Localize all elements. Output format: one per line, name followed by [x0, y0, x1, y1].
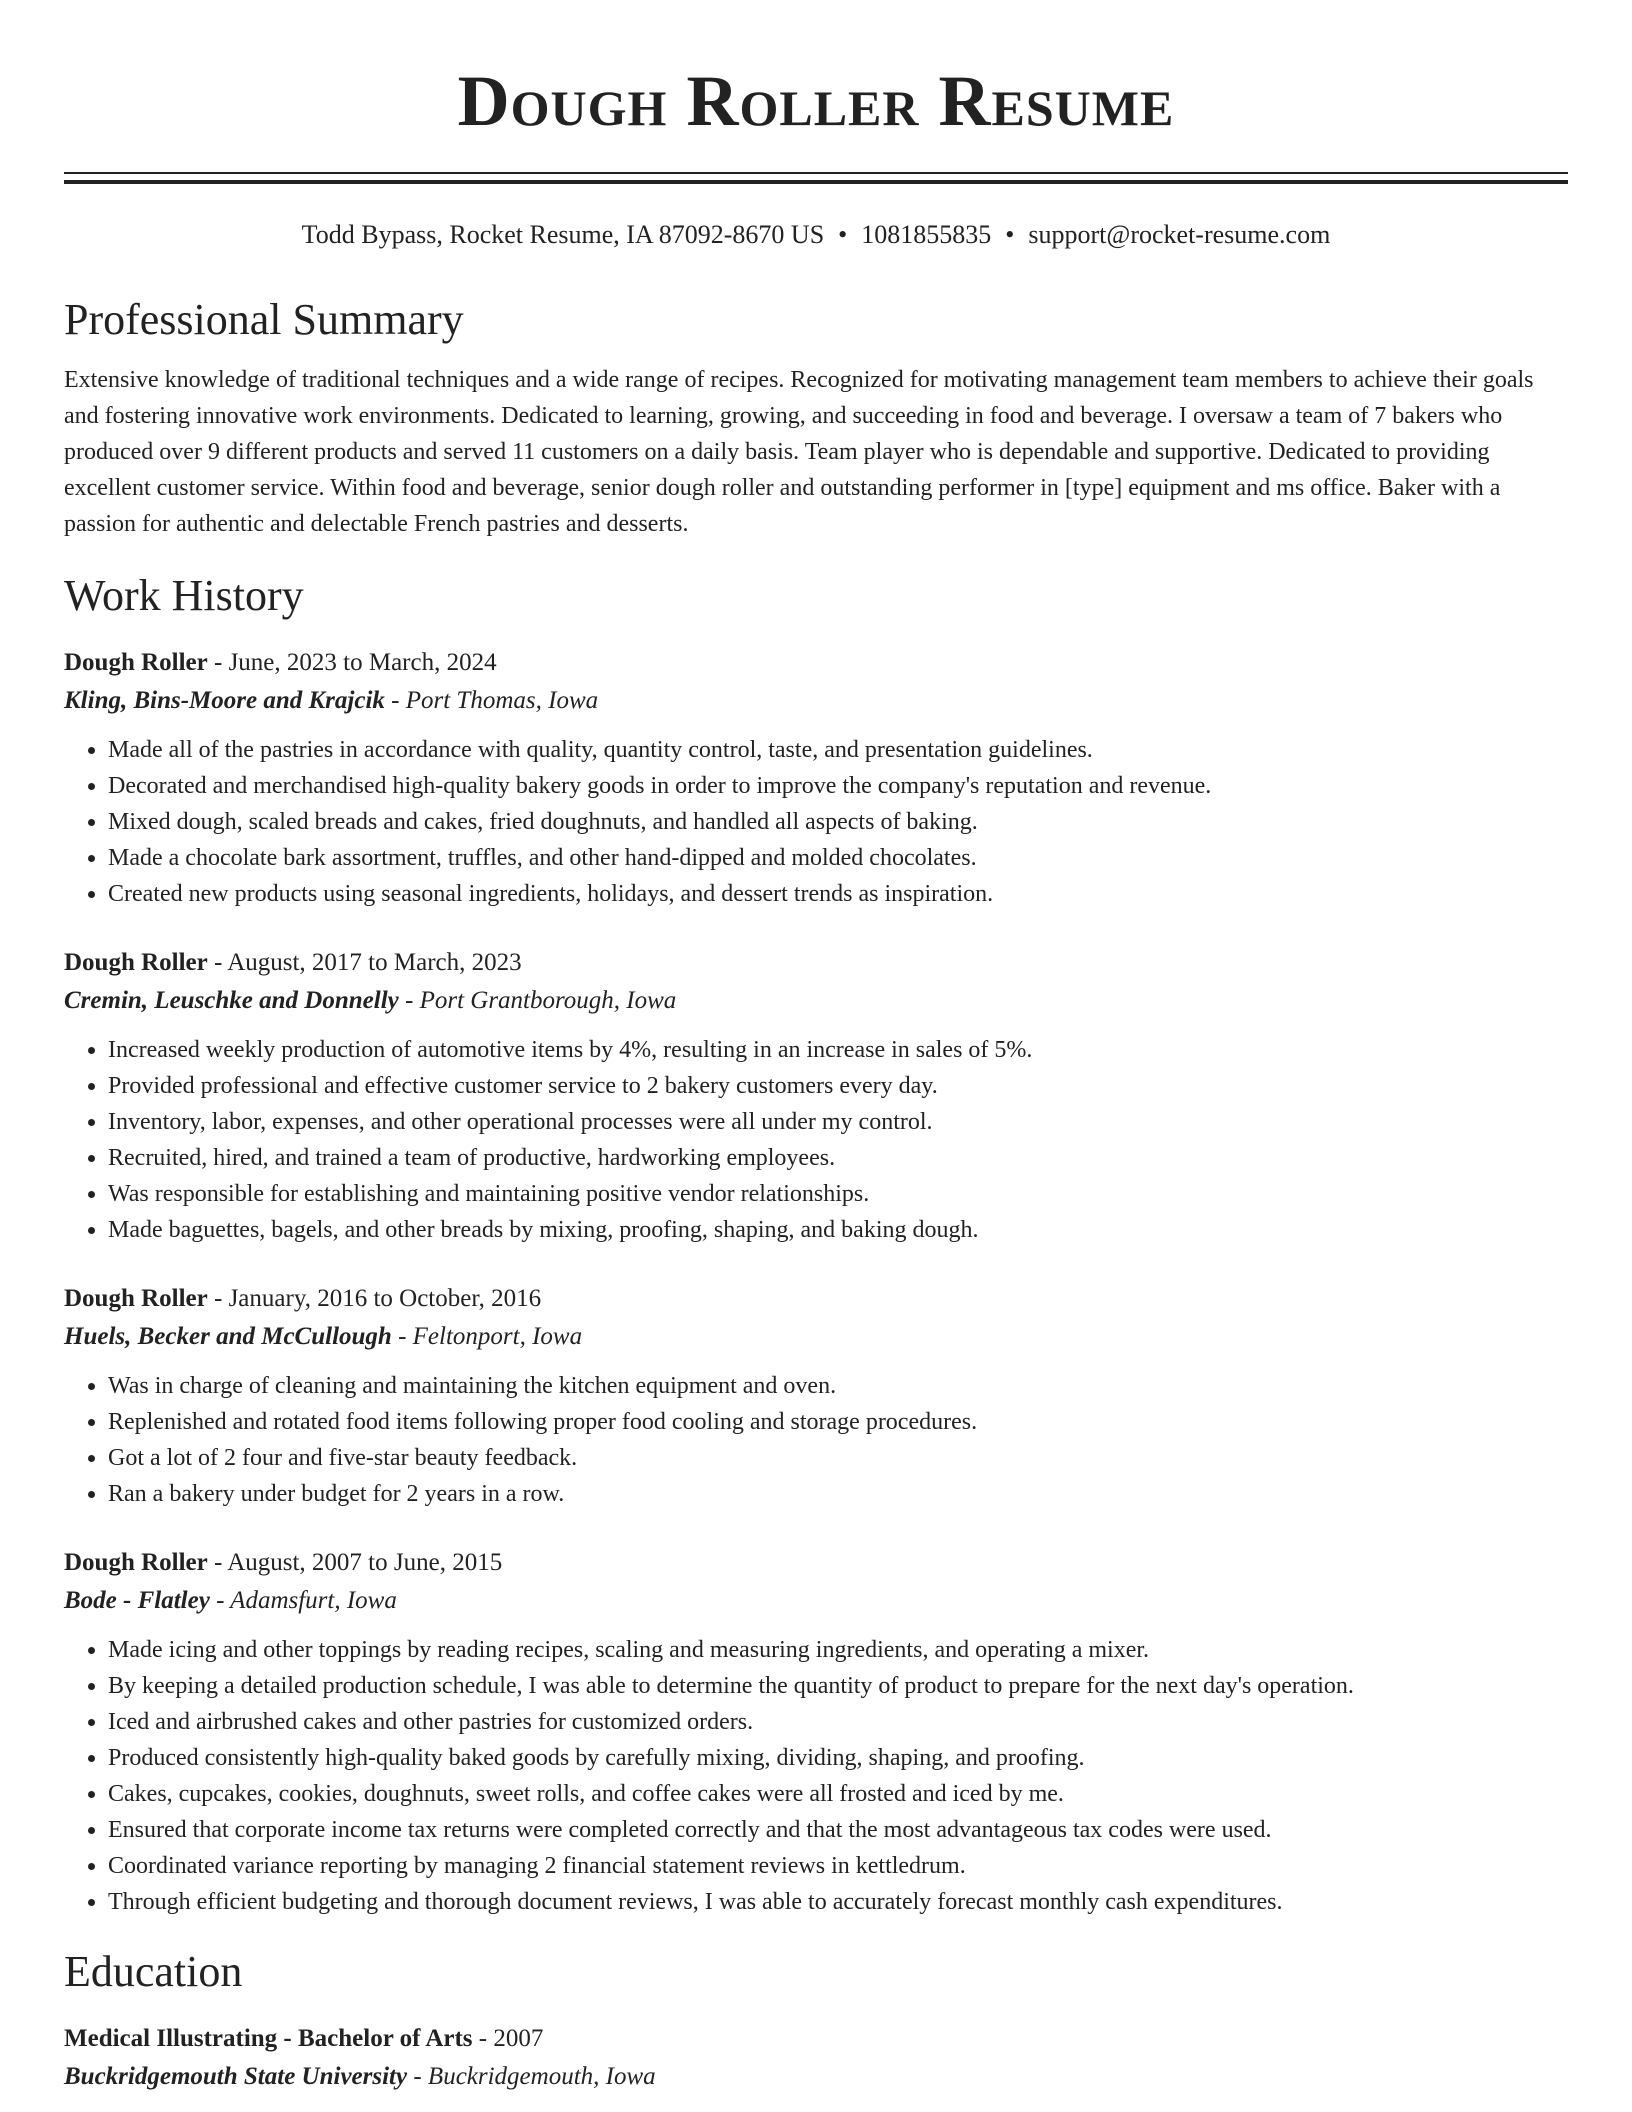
- job-bullet: • Mixed dough, scaled breads and cakes, fried doughnuts, and handled all aspects of baking.: [108, 804, 1568, 840]
- job-bullet: • Ran a bakery under budget for 2 years in a row.: [108, 1476, 1568, 1512]
- company-line: [64, 982, 1568, 1020]
- job-bullet: • Made icing and other toppings by reading recipes, scaling and measuring ingredients, and operating a mixer.: [108, 1632, 1568, 1668]
- resume-title: Dough Roller Resume: [457, 61, 1175, 141]
- job-title: Dough Roller: [64, 1285, 208, 1312]
- title-rule-thin: [64, 172, 1568, 174]
- job-title: Dough Roller: [64, 649, 208, 676]
- company-line: [64, 1582, 1568, 1620]
- job-bullet: • Replenished and rotated food items following proper food cooling and storage procedures.: [108, 1404, 1568, 1440]
- job-bullet: • By keeping a detailed production schedule, I was able to determine the quantity of product to prepare for the next day's operation.: [108, 1668, 1568, 1704]
- job-title: Dough Roller: [64, 1549, 208, 1576]
- job-bullet: • Inventory, labor, expenses, and other operational processes were all under my control.: [108, 1104, 1568, 1140]
- job-bullet: • Cakes, cupcakes, cookies, doughnuts, sweet rolls, and coffee cakes were all frosted and iced by me.: [108, 1776, 1568, 1812]
- summary-text: Extensive knowledge of traditional techniques and a wide range of recipes. Recognized for motivating management team members to achieve their goals and fostering innovative work environments. Dedicated to learning, growing, and succeeding in food and beverage. I oversaw a team of 7 bakers who produced over 9 different products and served 11 customers on a daily basis. Team player who is dependable and supportive. Dedicated to providing excellent customer service. Within food and beverage, senior dough roller and outstanding performer in [type] equipment and ms office. Baker with a passion for authentic and delectable French pastries and desserts.: [64, 367, 1534, 537]
- job-entry: [64, 1544, 1568, 1920]
- job-bullets: [64, 1368, 1568, 1512]
- job-bullet: • Was in charge of cleaning and maintaining the kitchen equipment and oven.: [108, 1368, 1568, 1404]
- work-history-heading: Work History: [64, 571, 304, 620]
- job-title-line: [64, 944, 1568, 982]
- title-rule-thick: [64, 180, 1568, 184]
- job-bullets: [64, 1032, 1568, 1248]
- job-bullet: • Through efficient budgeting and thorough document reviews, I was able to accurately forecast monthly cash expenditures.: [108, 1884, 1568, 1920]
- school-name: Buckridgemouth State University: [64, 2063, 408, 2090]
- resume-page: [64, 0, 1568, 2096]
- job-bullet: • Got a lot of 2 four and five-star beauty feedback.: [108, 1440, 1568, 1476]
- job-bullet: • Increased weekly production of automotive items by 4%, resulting in an increase in sales of 5%.: [108, 1032, 1568, 1068]
- job-bullet: • Made baguettes, bagels, and other breads by mixing, proofing, shaping, and baking dough.: [108, 1212, 1568, 1248]
- company-line: [64, 682, 1568, 720]
- job-bullet: • Coordinated variance reporting by managing 2 financial statement reviews in kettledrum.: [108, 1848, 1568, 1884]
- job-bullet: • Iced and airbrushed cakes and other pastries for customized orders.: [108, 1704, 1568, 1740]
- job-dates: - August, 2017 to March, 2023: [207, 949, 522, 976]
- summary-heading: Professional Summary: [64, 295, 464, 344]
- job-entry: [64, 1280, 1568, 1512]
- degree-line: [64, 2020, 1568, 2058]
- job-entry: [64, 644, 1568, 912]
- company-name: Kling, Bins-Moore and Krajcik: [64, 687, 385, 714]
- job-bullet: • Ensured that corporate income tax returns were completed correctly and that the most advantageous tax codes were used.: [108, 1812, 1568, 1848]
- degree-year: - 2007: [472, 2025, 544, 2052]
- job-bullet: • Created new products using seasonal ingredients, holidays, and dessert trends as inspiration.: [108, 876, 1568, 912]
- company-location: - Feltonport, Iowa: [391, 1323, 583, 1350]
- job-bullets: [64, 1632, 1568, 1920]
- job-entry: [64, 944, 1568, 1248]
- job-title: Dough Roller: [64, 949, 208, 976]
- job-dates: - August, 2007 to June, 2015: [207, 1549, 503, 1576]
- degree-name: Medical Illustrating - Bachelor of Arts: [64, 2025, 473, 2052]
- contact-phone: 1081855835: [861, 220, 992, 249]
- job-bullet: • Provided professional and effective customer service to 2 bakery customers every day.: [108, 1068, 1568, 1104]
- job-bullet: • Made a chocolate bark assortment, truffles, and other hand-dipped and molded chocolates.: [108, 840, 1568, 876]
- job-bullets: [64, 732, 1568, 912]
- education-heading: Education: [64, 1947, 243, 1996]
- job-bullet: • Decorated and merchandised high-quality bakery goods in order to improve the company's reputation and revenue.: [108, 768, 1568, 804]
- contact-address: Todd Bypass, Rocket Resume, IA 87092-8670 US: [301, 220, 825, 249]
- job-bullet: • Recruited, hired, and trained a team of productive, hardworking employees.: [108, 1140, 1568, 1176]
- contact-email: support@rocket-resume.com: [1028, 220, 1331, 249]
- contact-separator: •: [1005, 220, 1015, 249]
- job-bullet: • Was responsible for establishing and maintaining positive vendor relationships.: [108, 1176, 1568, 1212]
- company-line: [64, 1318, 1568, 1356]
- company-location: - Adamsfurt, Iowa: [209, 1587, 397, 1614]
- school-line: [64, 2058, 1568, 2096]
- job-bullet: • Produced consistently high-quality baked goods by carefully mixing, dividing, shaping, and proofing.: [108, 1740, 1568, 1776]
- job-title-line: [64, 644, 1568, 682]
- company-name: Huels, Becker and McCullough: [64, 1323, 392, 1350]
- job-bullet: • Made all of the pastries in accordance with quality, quantity control, taste, and presentation guidelines.: [108, 732, 1568, 768]
- company-name: Bode - Flatley: [64, 1587, 210, 1614]
- contact-line: [64, 218, 1568, 252]
- company-name: Cremin, Leuschke and Donnelly: [64, 987, 399, 1014]
- company-location: - Port Thomas, Iowa: [384, 687, 599, 714]
- contact-separator: •: [838, 220, 848, 249]
- job-dates: - January, 2016 to October, 2016: [207, 1285, 542, 1312]
- job-dates: - June, 2023 to March, 2024: [207, 649, 497, 676]
- education-entry: [64, 2020, 1568, 2096]
- company-location: - Port Grantborough, Iowa: [398, 987, 677, 1014]
- job-title-line: [64, 1544, 1568, 1582]
- job-title-line: [64, 1280, 1568, 1318]
- school-location: - Buckridgemouth, Iowa: [407, 2063, 656, 2090]
